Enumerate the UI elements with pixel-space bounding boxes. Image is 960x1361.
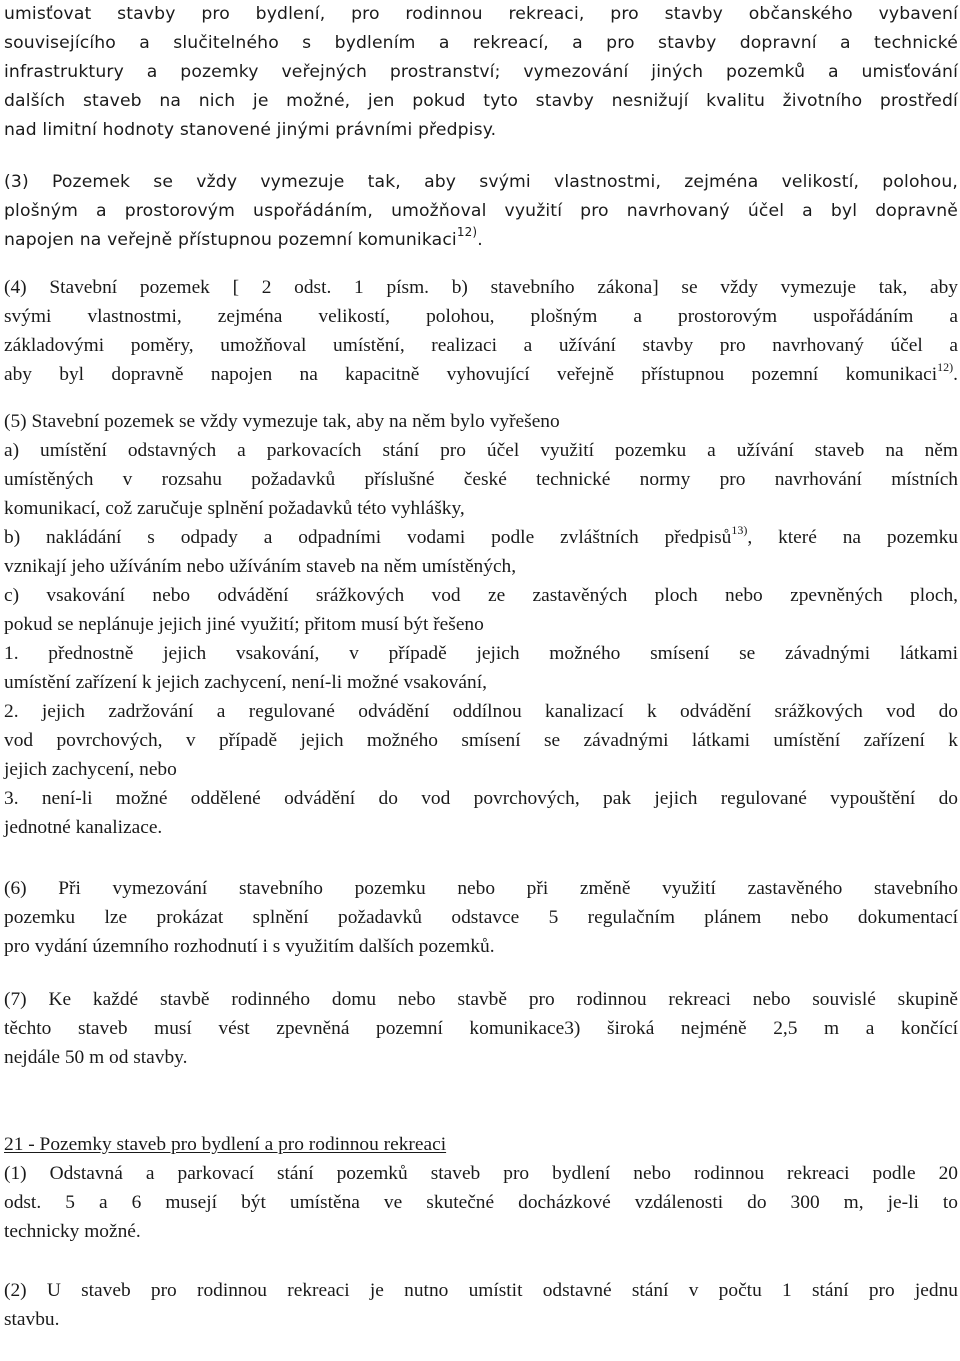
text-line: 2. jejich zadržování a regulované odvádění oddílnou kanalizací k odvádění srážkových vod do [4, 701, 958, 722]
text-line: (6) Při vymezování stavebního pozemku nebo při změně využití zastavěného stavebního [4, 878, 958, 899]
spacer [4, 255, 958, 273]
text-line: 3. není-li možné oddělené odvádění do vod povrchových, pak jejich regulované vypouštění do [4, 788, 958, 809]
spacer [4, 842, 958, 874]
text-line [4, 360, 958, 389]
text-line: technicky možné. [4, 1221, 141, 1242]
text-line: infrastruktury a pozemky veřejných prostranství; vymezování jiných pozemků a umisťování [4, 62, 958, 82]
footnote-reference: 12) [937, 359, 954, 374]
text-line: 1. přednostně jejich vsakování, v případě jejich možného smísení se závadnými látkami [4, 643, 958, 664]
text-line: vod povrchových, v případě jejich možného smísení se závadnými látkami umístění zařízení k [4, 730, 958, 751]
spacer [4, 145, 958, 168]
text-line: stavbu. [4, 1309, 60, 1330]
text-fragment: napojen na veřejně přístupnou pozemní komunikaci [4, 230, 457, 250]
text-line: plošným a prostorovým uspořádáním, umožňoval využití pro navrhovaný účel a byl dopravně [4, 201, 958, 221]
text-line: jejich zachycení, nebo [4, 759, 177, 780]
text-line: umístění zařízení k jejich zachycení, není-li možné vsakování, [4, 672, 487, 693]
text-fragment: aby byl dopravně napojen na kapacitně vyhovující veřejně přístupnou pozemní komunikaci [4, 364, 938, 385]
text-fragment: b) nakládání s odpady a odpadními vodami podle zvláštních předpisů [4, 527, 732, 548]
paragraph-5 [4, 407, 958, 842]
text-line: nejdále 50 m od stavby. [4, 1047, 188, 1068]
text-fragment: , které na pozemku [747, 527, 958, 548]
section-heading [4, 1130, 958, 1159]
text-line: vznikají jeho užíváním nebo užíváním staveb na něm umístěných, [4, 556, 517, 577]
spacer [4, 961, 958, 985]
text-line: pro vydání územního rozhodnutí i s využitím dalších pozemků. [4, 936, 495, 957]
text-line: základovými poměry, umožňoval umístění, realizaci a užívání stavby pro navrhovaný účel a [4, 335, 958, 356]
intro-paragraph [4, 0, 958, 145]
text-line: svými vlastnostmi, zejména velikostí, polohou, plošným a prostorovým uspořádáním a [4, 306, 958, 327]
text-line: (5) Stavební pozemek se vždy vymezuje tak, aby na něm bylo vyřešeno [4, 411, 560, 432]
text-line: (3) Pozemek se vždy vymezuje tak, aby svými vlastnostmi, zejména velikostí, polohou, [4, 172, 958, 192]
paragraph-7 [4, 985, 958, 1072]
paragraph-3 [4, 168, 958, 255]
spacer [4, 1072, 958, 1130]
text-fragment: . [953, 364, 958, 385]
text-line: jednotné kanalizace. [4, 817, 163, 838]
text-line [4, 523, 958, 552]
document-body [4, 0, 958, 1334]
footnote-reference: 13) [731, 522, 748, 537]
text-line: těchto staveb musí vést zpevněná pozemní komunikace3) široká nejméně 2,5 m a končící [4, 1018, 958, 1039]
text-line: umístěných v rozsahu požadavků příslušné české technické normy pro navrhování místních [4, 469, 958, 490]
section-21-paragraph-2 [4, 1276, 958, 1334]
text-line: odst. 5 a 6 musejí být umístěna ve skutečné docházkové vzdálenosti do 300 m, je-li to [4, 1192, 958, 1213]
spacer [4, 1246, 958, 1276]
text-fragment: . [477, 230, 483, 250]
paragraph-6 [4, 874, 958, 961]
text-line: (4) Stavební pozemek [ 2 odst. 1 písm. b) stavebního zákona] se vždy vymezuje tak, aby [4, 277, 958, 298]
text-line: komunikací, což zaručuje splnění požadavků této vyhlášky, [4, 498, 465, 519]
text-line: pozemku lze prokázat splnění požadavků odstavce 5 regulačním plánem nebo dokumentací [4, 907, 958, 928]
text-line: dalších staveb na nich je možné, jen pokud tyto stavby nesnižují kvalitu životního prostředí [4, 91, 958, 111]
text-line: souvisejícího a slučitelného s bydlením a rekreací, a pro stavby dopravní a technické [4, 33, 958, 53]
paragraph-4 [4, 273, 958, 389]
text-line: c) vsakování nebo odvádění srážkových vod ze zastavěných ploch nebo zpevněných ploch, [4, 585, 958, 606]
footnote-reference: 12) [456, 225, 478, 240]
text-line: nad limitní hodnoty stanovené jinými právními předpisy. [4, 120, 497, 140]
text-line: pokud se neplánuje jejich jiné využití; přitom musí být řešeno [4, 614, 484, 635]
section-21 [4, 1130, 958, 1246]
text-line: umisťovat stavby pro bydlení, pro rodinnou rekreaci, pro stavby občanského vybavení [4, 4, 958, 24]
text-line [4, 226, 958, 255]
section-heading-text: 21 - Pozemky staveb pro bydlení a pro rodinnou rekreaci [4, 1134, 447, 1155]
text-line: (7) Ke každé stavbě rodinného domu nebo stavbě pro rodinnou rekreaci nebo souvislé skupině [4, 989, 958, 1010]
text-line: (2) U staveb pro rodinnou rekreaci je nutno umístit odstavné stání v počtu 1 stání pro jednu [4, 1280, 958, 1301]
spacer [4, 389, 958, 407]
text-line: (1) Odstavná a parkovací stání pozemků staveb pro bydlení nebo rodinnou rekreaci podle 20 [4, 1163, 958, 1184]
text-line: a) umístění odstavných a parkovacích stání pro účel využití pozemku a užívání staveb na něm [4, 440, 958, 461]
